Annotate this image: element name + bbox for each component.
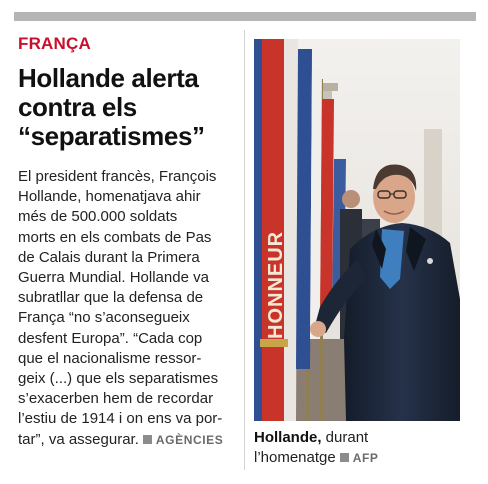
article-column: [18, 34, 240, 450]
photo-caption: [254, 428, 474, 468]
square-bullet-icon: [143, 435, 152, 444]
square-bullet-icon: [340, 453, 349, 462]
flag-lettering: HONNEUR: [265, 230, 287, 339]
photo-illustration: [254, 39, 460, 421]
column-divider: [244, 30, 245, 470]
agency-credit: [139, 431, 223, 448]
article-body-text: El president francès, François Hollande, homenatjava ahir més de 500.000 soldats morts en els combats de Pas de Calais durant la Primera Guerra Mundial. Hollande va subratllar que la defensa de França “no s’aconsegueix desfent Europa”. “Cada cop que el nacionalisme ressor- geix (...) que els separatismes s’exacerben hem de recordar l’estiu de 1914 i on ens va por- tar”, va assegurar.: [18, 168, 223, 448]
agency-label: AGÈNCIES: [155, 432, 224, 447]
caption-name: Hollande,: [254, 429, 322, 446]
caption-text: durant l’homenatge: [254, 429, 369, 467]
photo-credit: AFP: [352, 451, 379, 466]
news-photo: [254, 39, 460, 421]
article-body: [18, 167, 240, 450]
section-label: FRANÇA: [18, 34, 91, 53]
headline: Hollande alerta contra els “separatismes”: [18, 63, 205, 151]
top-rule: [14, 12, 476, 21]
